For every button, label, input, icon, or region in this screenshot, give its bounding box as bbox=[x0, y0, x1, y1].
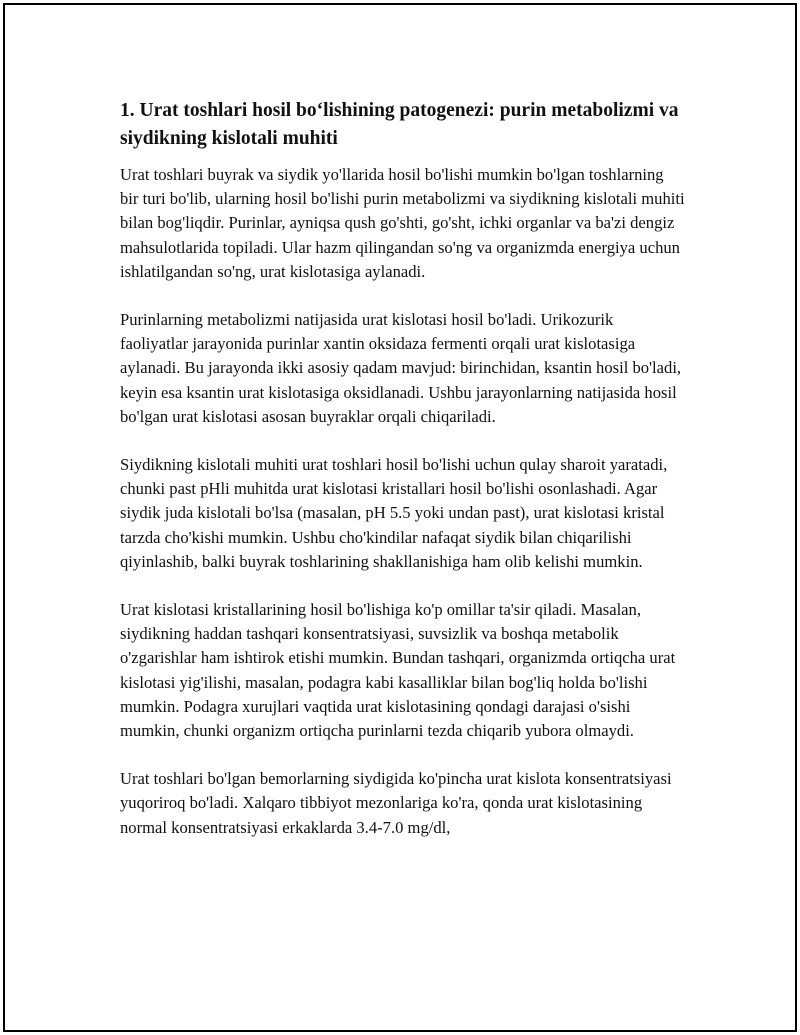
paragraph-1: Urat toshlari buyrak va siydik yo'llarida hosil bo'lishi mumkin bo'lgan toshlarning bir turi bo'lib, ularning hosil bo'lishi purin metabolizmi va siydikning kislotali muhiti bilan bog'liqdir. Purinlar, ayniqsa qush go'shti, go'sht, ichki organlar va ba'zi dengiz mahsulotlarida topiladi. Ular hazm qilingandan so'ng va organizmda energiya uchun ishlatilgandan so'ng, urat kislotasiga aylanadi. bbox=[120, 165, 685, 281]
document-body bbox=[120, 97, 685, 864]
section-heading: 1. Urat toshlari hosil bo‘lishining patogenezi: purin metabolizmi va siydikning kislotali muhiti bbox=[120, 100, 679, 149]
page-frame bbox=[3, 3, 797, 1032]
paragraph-5: Urat toshlari bo'lgan bemorlarning siydigida ko'pincha urat kislota konsentratsiyasi yuqoriroq bo'ladi. Xalqaro tibbiyot mezonlariga ko'ra, qonda urat kislotasining normal konsentratsiyasi erkaklarda 3.4-7.0 mg/dl, bbox=[120, 769, 672, 837]
paragraph-4: Urat kislotasi kristallarining hosil bo'lishiga ko'p omillar ta'sir qiladi. Masalan, siydikning haddan tashqari konsentratsiyasi, suvsizlik va boshqa metabolik o'zgarishlar ham ishtirok etishi mumkin. Bundan tashqari, organizmda ortiqcha urat kislotasi yig'ilishi, masalan, podagra kabi kasalliklar bilan bog'liq holda bo'lishi mumkin. Podagra xurujlari vaqtida urat kislotasining qondagi darajasi o'sishi mumkin, chunki organizm ortiqcha purinlarni tezda chiqarib yubora olmaydi. bbox=[120, 600, 676, 741]
paragraph-3: Siydikning kislotali muhiti urat toshlari hosil bo'lishi uchun qulay sharoit yaratadi, chunki past pHli muhitda urat kislotasi kristallari hosil bo'lishi osonlashadi. Agar siydik juda kislotali bo'lsa (masalan, pH 5.5 yoki undan past), urat kislotasi kristal tarzda cho'kishi mumkin. Ushbu cho'kindilar nafaqat siydik bilan chiqarilishi qiyinlashib, balki buyrak toshlarining shakllanishiga ham olib kelishi mumkin. bbox=[120, 455, 668, 571]
paragraph-2: Purinlarning metabolizmi natijasida urat kislotasi hosil bo'ladi. Urikozurik faoliyatlar jarayonida purinlar xantin oksidaza fermenti orqali urat kislotasiga aylanadi. Bu jarayonda ikki asosiy qadam mavjud: birinchidan, ksantin hosil bo'ladi, keyin esa ksantin urat kislotasiga oksidlanadi. Ushbu jarayonlarning natijasida hosil bo'lgan urat kislotasi asosan buyraklar orqali chiqariladi. bbox=[120, 310, 682, 426]
